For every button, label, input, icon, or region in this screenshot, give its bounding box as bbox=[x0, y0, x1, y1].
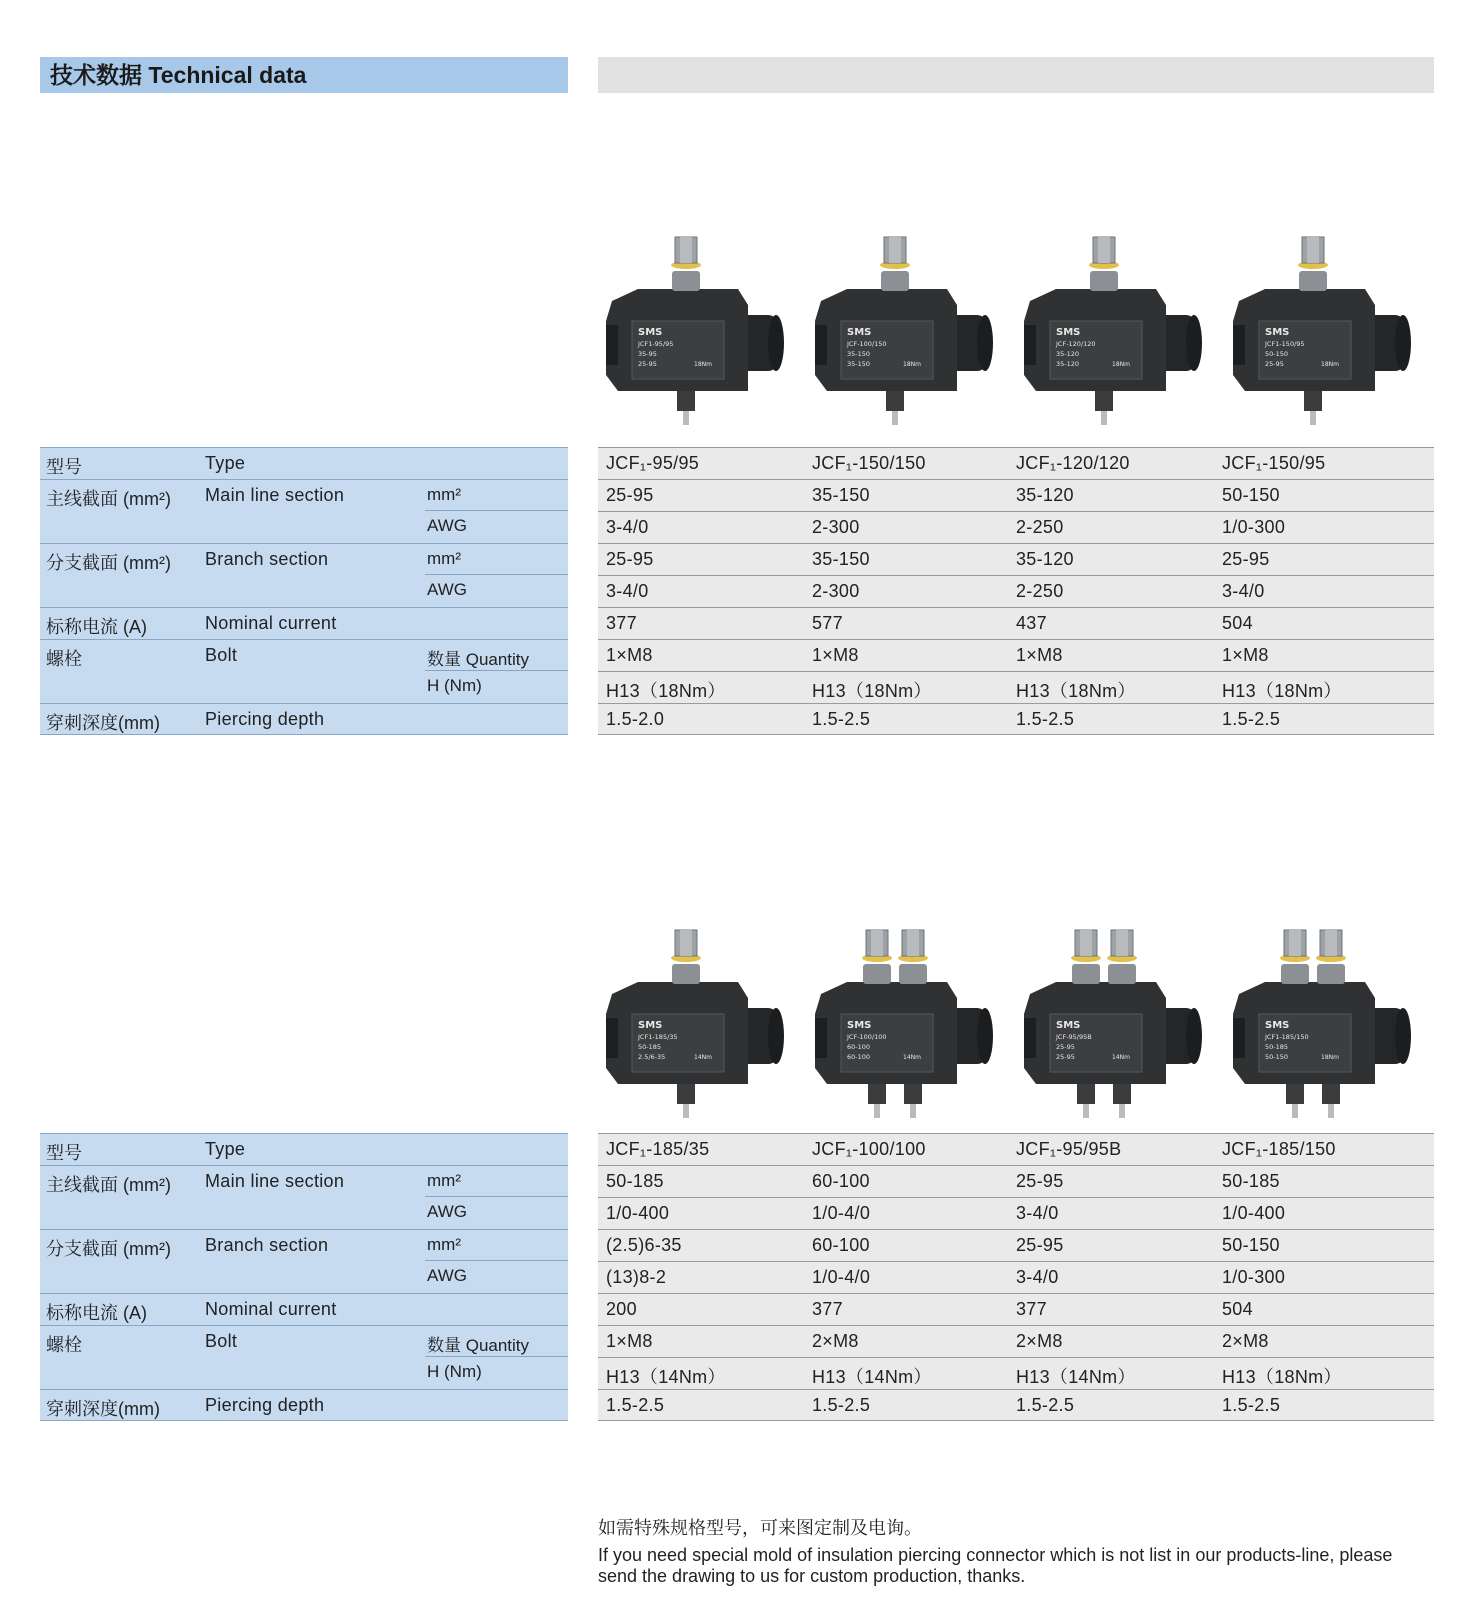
value-cell: JCF₁-185/35 bbox=[606, 1139, 710, 1159]
row-values bbox=[598, 703, 1434, 735]
plate-torque: 14Nm bbox=[903, 1054, 921, 1061]
row-label bbox=[40, 639, 568, 671]
row-values bbox=[598, 1165, 1434, 1197]
value-cell: 1/0-400 bbox=[606, 1203, 670, 1223]
row-label bbox=[40, 1293, 568, 1325]
connector-photo bbox=[807, 918, 1016, 1148]
value-cell: 2-250 bbox=[1016, 517, 1064, 537]
value-cell: 3-4/0 bbox=[606, 517, 649, 537]
plate-text: JCF1-185/150 bbox=[1265, 1033, 1309, 1041]
row-values bbox=[598, 607, 1434, 639]
plate-text: JCF1-95/95 bbox=[638, 340, 674, 348]
plate-text: JCF-100/100 bbox=[847, 1033, 887, 1041]
spec-row-type bbox=[40, 1133, 1434, 1165]
value-cell: 3-4/0 bbox=[606, 581, 649, 601]
label-unit: AWG bbox=[427, 516, 467, 535]
row-divider bbox=[425, 670, 568, 671]
value-cell: 1.5-2.5 bbox=[1222, 709, 1281, 729]
label-zh: 螺栓 bbox=[46, 1335, 82, 1355]
custom-note-en: If you need special mold of insulation piercing connector which is not list in our products-line, please send the drawing to us for custom production, thanks. bbox=[598, 1545, 1393, 1586]
header-bar bbox=[598, 57, 1434, 93]
plate-torque: 14Nm bbox=[694, 1054, 712, 1061]
row-label bbox=[40, 479, 568, 511]
label-zh: 穿刺深度(mm) bbox=[46, 1399, 160, 1419]
spec-row-current bbox=[40, 607, 1434, 639]
value-cell: JCF₁-150/150 bbox=[812, 453, 926, 473]
plate-text: 35-150 bbox=[847, 350, 871, 358]
spec-row-main-awg bbox=[40, 511, 1434, 543]
spec-row-bolt-h bbox=[40, 671, 1434, 703]
value-cell: H13（14Nm） bbox=[606, 1367, 726, 1387]
label-unit: mm² bbox=[427, 485, 461, 504]
value-cell: 35-150 bbox=[812, 549, 870, 569]
connector-photo bbox=[807, 225, 1016, 455]
label-en: Branch section bbox=[205, 549, 329, 569]
row-values bbox=[598, 1197, 1434, 1229]
plate-text: 35-95 bbox=[638, 350, 657, 358]
value-cell: 1/0-400 bbox=[1222, 1203, 1286, 1223]
row-divider bbox=[425, 574, 568, 575]
label-unit: AWG bbox=[427, 1202, 467, 1221]
row-label bbox=[40, 703, 568, 735]
row-divider bbox=[425, 1260, 568, 1261]
row-label bbox=[40, 1325, 568, 1357]
label-en: Bolt bbox=[205, 1331, 238, 1351]
row-label bbox=[40, 1229, 568, 1261]
value-cell: 2-300 bbox=[812, 517, 860, 537]
connector-image bbox=[598, 918, 807, 1148]
value-cell: H13（18Nm） bbox=[1222, 1367, 1342, 1387]
spec-row-branch-awg bbox=[40, 1261, 1434, 1293]
spec-row-main-mm2 bbox=[40, 479, 1434, 511]
value-cell: 1.5-2.5 bbox=[812, 709, 871, 729]
value-cell: 377 bbox=[812, 1299, 843, 1319]
plate-text: 50-150 bbox=[1265, 350, 1289, 358]
value-cell: H13（14Nm） bbox=[1016, 1367, 1136, 1387]
value-cell: JCF₁-185/150 bbox=[1222, 1139, 1336, 1159]
value-cell: 1×M8 bbox=[606, 645, 653, 665]
plate-torque: 14Nm bbox=[1112, 1054, 1130, 1061]
plate-text: 35-150 bbox=[847, 360, 871, 368]
value-cell: 200 bbox=[606, 1299, 637, 1319]
value-cell: 60-100 bbox=[812, 1171, 870, 1191]
label-zh: 主线截面 (mm²) bbox=[46, 1175, 171, 1195]
label-en: Type bbox=[205, 453, 246, 473]
label-unit: mm² bbox=[427, 1235, 461, 1254]
plate-text: 50-185 bbox=[638, 1043, 662, 1051]
row-values bbox=[598, 575, 1434, 607]
spec-row-branch-mm2 bbox=[40, 543, 1434, 575]
row-values bbox=[598, 1357, 1434, 1389]
value-cell: JCF₁-95/95 bbox=[606, 453, 700, 473]
row-label bbox=[40, 447, 568, 479]
connector-photo bbox=[598, 918, 807, 1148]
connector-photo bbox=[1225, 225, 1434, 455]
value-cell: 1×M8 bbox=[812, 645, 859, 665]
row-values bbox=[598, 1133, 1434, 1165]
label-zh: 分支截面 (mm²) bbox=[46, 553, 171, 573]
value-cell: 25-95 bbox=[1016, 1235, 1064, 1255]
value-cell: H13（18Nm） bbox=[1222, 681, 1342, 701]
plate-text: SMS bbox=[1265, 327, 1290, 338]
plate-torque: 18Nm bbox=[1321, 1054, 1339, 1061]
value-cell: 3-4/0 bbox=[1222, 581, 1265, 601]
connector-photo bbox=[1225, 918, 1434, 1148]
product-photos-2 bbox=[598, 918, 1434, 1148]
value-cell: 25-95 bbox=[1222, 549, 1270, 569]
plate-torque: 18Nm bbox=[1321, 361, 1339, 368]
value-cell: 1.5-2.0 bbox=[606, 709, 665, 729]
value-cell: 1/0-300 bbox=[1222, 517, 1286, 537]
connector-image bbox=[807, 225, 1016, 455]
label-zh: 螺栓 bbox=[46, 649, 82, 669]
label-zh: 分支截面 (mm²) bbox=[46, 1239, 171, 1259]
label-unit: H (Nm) bbox=[427, 1362, 482, 1381]
label-zh: 标称电流 (A) bbox=[46, 1303, 147, 1323]
plate-text: SMS bbox=[638, 1020, 663, 1031]
plate-text: SMS bbox=[847, 1020, 872, 1031]
plate-text: 60-100 bbox=[847, 1053, 871, 1061]
value-cell: 3-4/0 bbox=[1016, 1267, 1059, 1287]
label-en: Branch section bbox=[205, 1235, 329, 1255]
spec-row-main-awg bbox=[40, 1197, 1434, 1229]
connector-image bbox=[1225, 225, 1434, 455]
row-label bbox=[40, 1197, 568, 1229]
label-en: Main line section bbox=[205, 1171, 345, 1191]
plate-torque: 18Nm bbox=[903, 361, 921, 368]
value-cell: 1.5-2.5 bbox=[812, 1395, 871, 1415]
value-cell: 2×M8 bbox=[812, 1331, 859, 1351]
value-cell: 25-95 bbox=[1016, 1171, 1064, 1191]
value-cell: 1×M8 bbox=[606, 1331, 653, 1351]
row-divider bbox=[425, 1196, 568, 1197]
value-cell: JCF₁-120/120 bbox=[1016, 453, 1130, 473]
value-cell: 2×M8 bbox=[1016, 1331, 1063, 1351]
spec-row-bolt-qty bbox=[40, 1325, 1434, 1357]
row-label bbox=[40, 1133, 568, 1165]
value-cell: 25-95 bbox=[606, 485, 654, 505]
value-cell: 35-150 bbox=[812, 485, 870, 505]
value-cell: H13（18Nm） bbox=[1016, 681, 1136, 701]
label-en: Bolt bbox=[205, 645, 238, 665]
label-en: Type bbox=[205, 1139, 246, 1159]
spec-row-depth bbox=[40, 1389, 1434, 1421]
value-cell: (2.5)6-35 bbox=[606, 1235, 682, 1255]
row-values bbox=[598, 447, 1434, 479]
label-en: Nominal current bbox=[205, 1299, 337, 1319]
plate-text: SMS bbox=[847, 327, 872, 338]
value-cell: 1×M8 bbox=[1222, 645, 1269, 665]
label-en: Piercing depth bbox=[205, 1395, 325, 1415]
value-cell: 1/0-4/0 bbox=[812, 1267, 871, 1287]
plate-text: 2.5/6-35 bbox=[638, 1053, 666, 1061]
plate-text: SMS bbox=[1056, 1020, 1081, 1031]
value-cell: 1×M8 bbox=[1016, 645, 1063, 665]
connector-image bbox=[1016, 918, 1225, 1148]
plate-text: 50-185 bbox=[1265, 1043, 1289, 1051]
connector-photo bbox=[1016, 918, 1225, 1148]
connector-image bbox=[1225, 918, 1434, 1148]
spec-row-current bbox=[40, 1293, 1434, 1325]
row-label bbox=[40, 543, 568, 575]
row-label bbox=[40, 511, 568, 543]
connector-image bbox=[1016, 225, 1225, 455]
value-cell: 2-250 bbox=[1016, 581, 1064, 601]
row-label bbox=[40, 575, 568, 607]
plate-text: SMS bbox=[1265, 1020, 1290, 1031]
label-unit: mm² bbox=[427, 549, 461, 568]
plate-text: 25-95 bbox=[1056, 1043, 1075, 1051]
value-cell: 437 bbox=[1016, 613, 1047, 633]
row-values bbox=[598, 1229, 1434, 1261]
row-values bbox=[598, 639, 1434, 671]
value-cell: JCF₁-150/95 bbox=[1222, 453, 1326, 473]
row-label bbox=[40, 1261, 568, 1293]
plate-text: SMS bbox=[1056, 327, 1081, 338]
value-cell: 50-185 bbox=[1222, 1171, 1280, 1191]
value-cell: 2-300 bbox=[812, 581, 860, 601]
connector-image bbox=[598, 225, 807, 455]
label-en: Main line section bbox=[205, 485, 345, 505]
value-cell: JCF₁-100/100 bbox=[812, 1139, 926, 1159]
row-values bbox=[598, 671, 1434, 703]
spec-row-branch-mm2 bbox=[40, 1229, 1434, 1261]
custom-note-zh: 如需特殊规格型号，可来图定制及电询。 bbox=[598, 1518, 922, 1538]
plate-text: 50-150 bbox=[1265, 1053, 1289, 1061]
product-photos-1 bbox=[598, 225, 1434, 455]
label-unit: AWG bbox=[427, 580, 467, 599]
row-label bbox=[40, 1165, 568, 1197]
value-cell: 1.5-2.5 bbox=[1016, 709, 1075, 729]
value-cell: 3-4/0 bbox=[1016, 1203, 1059, 1223]
value-cell: 1/0-4/0 bbox=[812, 1203, 871, 1223]
row-values bbox=[598, 1389, 1434, 1421]
plate-torque: 18Nm bbox=[1112, 361, 1130, 368]
label-en: Piercing depth bbox=[205, 709, 325, 729]
connector-image bbox=[807, 918, 1016, 1148]
value-cell: 25-95 bbox=[606, 549, 654, 569]
plate-text: 25-95 bbox=[638, 360, 657, 368]
connector-photo bbox=[598, 225, 807, 455]
plate-torque: 18Nm bbox=[694, 361, 712, 368]
plate-text: 25-95 bbox=[1056, 1053, 1075, 1061]
value-cell: H13（18Nm） bbox=[606, 681, 726, 701]
label-unit: 数量 Quantity bbox=[427, 1336, 530, 1355]
value-cell: 35-120 bbox=[1016, 485, 1074, 505]
value-cell: H13（18Nm） bbox=[812, 681, 932, 701]
value-cell: JCF₁-95/95B bbox=[1016, 1139, 1122, 1159]
spec-row-bolt-h bbox=[40, 1357, 1434, 1389]
plate-text: SMS bbox=[638, 327, 663, 338]
row-values bbox=[598, 1261, 1434, 1293]
row-values bbox=[598, 511, 1434, 543]
spec-row-depth bbox=[40, 703, 1434, 735]
plate-text: 60-100 bbox=[847, 1043, 871, 1051]
plate-text: 35-120 bbox=[1056, 350, 1080, 358]
value-cell: H13（14Nm） bbox=[812, 1367, 932, 1387]
label-zh: 型号 bbox=[46, 1143, 82, 1163]
row-values bbox=[598, 1325, 1434, 1357]
plate-text: 25-95 bbox=[1265, 360, 1284, 368]
value-cell: 1.5-2.5 bbox=[1016, 1395, 1075, 1415]
value-cell: 1/0-300 bbox=[1222, 1267, 1286, 1287]
spec-row-bolt-qty bbox=[40, 639, 1434, 671]
label-unit: mm² bbox=[427, 1171, 461, 1190]
row-divider bbox=[425, 510, 568, 511]
section-title: 技术数据 Technical data bbox=[40, 57, 568, 93]
plate-text: JCF1-185/35 bbox=[638, 1033, 678, 1041]
value-cell: 377 bbox=[1016, 1299, 1047, 1319]
row-label bbox=[40, 1357, 568, 1389]
label-zh: 型号 bbox=[46, 457, 82, 477]
value-cell: 50-150 bbox=[1222, 1235, 1280, 1255]
row-values bbox=[598, 1293, 1434, 1325]
row-divider bbox=[425, 1356, 568, 1357]
label-zh: 穿刺深度(mm) bbox=[46, 713, 160, 733]
spec-row-type bbox=[40, 447, 1434, 479]
row-label bbox=[40, 607, 568, 639]
spec-row-main-mm2 bbox=[40, 1165, 1434, 1197]
label-zh: 标称电流 (A) bbox=[46, 617, 147, 637]
value-cell: 1.5-2.5 bbox=[606, 1395, 665, 1415]
label-unit: AWG bbox=[427, 1266, 467, 1285]
value-cell: (13)8-2 bbox=[606, 1267, 667, 1287]
value-cell: 60-100 bbox=[812, 1235, 870, 1255]
value-cell: 504 bbox=[1222, 1299, 1253, 1319]
value-cell: 377 bbox=[606, 613, 637, 633]
value-cell: 35-120 bbox=[1016, 549, 1074, 569]
row-label bbox=[40, 1389, 568, 1421]
value-cell: 2×M8 bbox=[1222, 1331, 1269, 1351]
label-zh: 主线截面 (mm²) bbox=[46, 489, 171, 509]
plate-text: JCF-120/120 bbox=[1056, 340, 1096, 348]
label-unit: H (Nm) bbox=[427, 676, 482, 695]
connector-photo bbox=[1016, 225, 1225, 455]
value-cell: 1.5-2.5 bbox=[1222, 1395, 1281, 1415]
value-cell: 50-185 bbox=[606, 1171, 664, 1191]
plate-text: JCF-100/150 bbox=[847, 340, 887, 348]
label-unit: 数量 Quantity bbox=[427, 650, 530, 669]
plate-text: JCF-95/95B bbox=[1056, 1033, 1092, 1041]
row-label bbox=[40, 671, 568, 703]
value-cell: 504 bbox=[1222, 613, 1253, 633]
plate-text: 35-120 bbox=[1056, 360, 1080, 368]
row-values bbox=[598, 543, 1434, 575]
value-cell: 577 bbox=[812, 613, 843, 633]
plate-text: JCF1-150/95 bbox=[1265, 340, 1305, 348]
row-values bbox=[598, 479, 1434, 511]
spec-row-branch-awg bbox=[40, 575, 1434, 607]
value-cell: 50-150 bbox=[1222, 485, 1280, 505]
label-en: Nominal current bbox=[205, 613, 337, 633]
